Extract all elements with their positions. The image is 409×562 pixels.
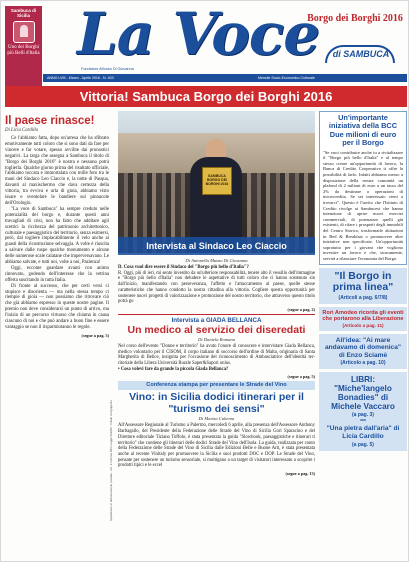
section-divider: [118, 314, 315, 315]
vino-segue-link[interactable]: (segue a pag. 13): [285, 471, 315, 477]
crest-emblem-icon: [13, 21, 35, 43]
sambuca-logo: [319, 41, 403, 67]
promo-ideal-title: All'idea: "Ai mare andavamo di domenica" di Enzo Sciamè: [324, 336, 402, 359]
crest-name: Sambuca di Sicilia: [10, 8, 37, 18]
promo-libri-sub: "Una pietra dall'aria" di Licia Cardillo: [326, 425, 400, 441]
bellanca-author: Di Daniela Romana: [197, 336, 235, 342]
bcc-title: Un'importante iniziativa della BCC Due milioni di euro per il Borgo: [328, 113, 398, 148]
left-article-author: Di Licia Cardillo: [5, 128, 39, 133]
promo-ideal-page: (Articolo a pag. 10): [340, 360, 386, 367]
main-headline: Vittoria! Sambuca Borgo dei Borghi 2016: [5, 86, 407, 107]
borgo-dei-borghi-label: Borgo dei Borghi 2016: [307, 13, 403, 24]
left-paragraph: Di fronte al successo, che per certi versi ci stupisce e disorienta — ma nella stessa tempo ci riempie di gioia — non possiamo che ritrovare ciò che già abbiamo espresso in queste nostre pagine. Il premio non deve considerarsi un punto di arrivo, ma l'inizio di un percorso virtuoso che chiama in causa ciascuno di noi e che può andare a buon fine e essere vantaggio se non il risparmiotanno le regole.: [5, 283, 109, 330]
left-paragraph: Oggi, eccome guardare avanti con animo rinnovato, godendo dell'interesse che la vetrina offerta suscitando in tutta Italia.: [5, 265, 109, 283]
vino-conference-bar: Conferenza stampa per presentare le Strade del Vino: [118, 381, 315, 390]
left-article-title: Il paese rinasce!: [5, 115, 95, 127]
sambuca-crest: [5, 6, 42, 92]
issue-text: ANNO LVIII - Marzo - Aprile 2016 - N. 403: [47, 76, 114, 80]
promo-libri-page: (a pag. 3): [352, 412, 374, 419]
interview-author: Di Antonella Munzo Di Giovanna: [185, 258, 248, 263]
subtitle-text: Mensile Socio-Economico-Culturale: [258, 76, 315, 80]
promo-borgo-pages: (Articoli a pag. 6/7/8): [338, 294, 388, 301]
left-segue-link[interactable]: (segue a pag. 3): [81, 332, 109, 338]
promo-liberazione-page: (Articolo a pag. 11): [342, 322, 384, 328]
center-articles: [118, 257, 315, 476]
right-column: [319, 111, 407, 451]
bellanca-title: Un medico al servizio dei diseredati: [127, 323, 306, 336]
interview-answer: R. Oggi, più di ieri, mi sento investito da un'ulteriore responsabilità, tenere alto il vessillo dell'immagine e "Borgo più bello d'Italia" non deludere le aspettative di tutti coloro che ci hanno sostenuto sin dall'inizio, manifestando con perseveranza, l'affetto e l'attaccamento al paese, quelle stesse caratteristiche che hanno condotto la nostra cittadina alla vittoria. Cogliere questa opportunità per sostenere nuovi progetti di valorizzazione e promozione del nostro territorio, che attraverso questo titolo potrà go: [118, 270, 315, 305]
interview-question: D. Cosa vuol dire essere il Sindaco del "Borgo più bello d'Italia"?: [118, 265, 249, 270]
promo-libri-sub-page: (a pag. 5): [352, 441, 374, 448]
promo-liberazione[interactable]: [319, 307, 407, 331]
vino-title: Vino: in Sicilia dodici itinerari per il "turismo dei sensi": [129, 391, 304, 416]
vino-body: All'Assessore Regionale al Turismo a Palermo, mercoledì 6 aprile, alla presenza dell'Assessore Anthony Barbagallo, del Presidente della Federazione delle Strade del Vino di Sicilia Gori Sparacino e del Direttore editoriale Tiziano Toffolo, è stata presentata la guida "Slowbook, paesaggistiche e itinerari ti territorio" che contiene gli itinerari delle dodici Strade del Vino dell'Isola. La guida, realizzata per conto della Federazione delle Strade del Vino di Sicilia dalle Edizioni Belle e Buone Arti, è stata presentata anche al recente Vinitaly per promuovere la Sicilia e suoi prodotti DOC e DOP. Le Strade del Vino, pensate per sostenere un turismo sensoriale, si moltigano a un target di visitatori interessato a scoprire i prodotti tipici e le eccel: [118, 423, 315, 469]
founder-text: Fondatore Alfonso Di Giovanna: [81, 67, 134, 71]
promo-borgo-title: "Il Borgo in prima linea": [332, 269, 394, 293]
interview-segue-link[interactable]: (segue a pag. 2): [287, 306, 315, 312]
promo-borgo[interactable]: [319, 268, 407, 304]
left-article: [5, 113, 109, 555]
mayor-photo: [118, 111, 315, 253]
left-paragraph: "La voce di Sambuca" ha sempre creduto nelle potenzialità del borgo e, durante questi anni travagliati di crisi, non ha fatto che additare agli scettici la ricchezza del patrimonio architettonico, culturale e paesaggistico del territorio, senza esimersi, però, dal togliere implacabilmente il velo anche ai guasti della ricostruzione selvaggia. A volte è riuscita a salvare dalle ruspe qualche monumento e alcune delle numerose scale calatane che imperversavano. Le abbiamo salvate, e tutti noi, volte a noi, Pazienza!: [5, 206, 110, 266]
photo-award-sign: SAMBUCA BORGO DEI BORGHI 2016: [202, 167, 232, 195]
photo-caption: Intervista al Sindaco Leo Ciaccio: [118, 237, 315, 255]
newspaper-logo: La Voce: [77, 0, 320, 68]
issue-bar: [43, 74, 407, 82]
interview-body: [118, 265, 315, 305]
bcc-box: [319, 111, 407, 265]
bellanca-segue-link[interactable]: (segue a pag. 5): [287, 374, 315, 380]
promo-libri-stars: ***: [360, 419, 366, 426]
left-paragraph: Ce l'abbiamo fatta, dopo un'arresa che ha sfibrato emotivamente tutti coloro che si sono dati da fare per vincere e far votare, spesso avvilite dai pronostici negativi. La targa che assegna a Sambuca il titolo di "Borgo dei Borghi 2016" è nostra e nessuno potrà toglierla. Qualche giorno prima del risultato ufficiale, l'abbiamo toccata e immortalata con mille foto tra le mani del Sindaco Leo Ciaccio e, la notte di Pasqua, davanti al maxischermo che dava certezza della vittoria, tra evviva e urla di gioia, abbiamo visto issare e sventolare le bandiere sul pinnacole dell'Orologio.: [5, 136, 109, 206]
bellanca-question: • Cosa volevi fare da grande la piccola Giada Bellanca?: [118, 366, 229, 372]
promo-liberazione-title: Rori Amodeo ricorda gli eventi che portarono alla Liberazione: [322, 309, 404, 323]
promo-libri[interactable]: [319, 372, 407, 450]
promo-ideal[interactable]: [319, 334, 407, 370]
sambuca-logo-text: di SAMBUCA: [332, 49, 390, 59]
vino-author: Di Mariza Cuberza: [198, 416, 235, 422]
bellanca-body: [118, 344, 315, 373]
bellanca-text: Nel corso dell'evento "Donne e territorio" ha avuto l'onore di conoscere e intervistare Giada Bellanca, medico volontario per il CISOM, il corpo italiano di soccorso dell'ordine di Malta, originaria di Santa Margherita di Belice, insignita per l'occasione del riconoscimento di Ambasciatrice dell'identità territoriale della Libera Università Rurale Saper&Sapori onlus.: [118, 343, 315, 367]
promo-libri-title: LIBRI: "Miche'langelo Bonadies" di Michele Vaccaro: [331, 375, 395, 412]
bcc-body: "Se vuoi contribuire anche tu a rivitalizzare il "Borgo più bello d'Italia" e al tempo stesso creare un'opportunità di lavoro, la Banca di Credito Cooperativo ti offre la possibilità di farlo. Infatti abbiamo messo a disposizione della nostra comunità un plafond di 2 milioni di euro a un tasso del 2% da destinare a operazioni di microcredito. Se sei interessato vieni a trovarci". Questo è l'invito che l'Istituto di Credito rivolge ai Sambucesi che hanno intenzione di aprire nuovi esercizi commerciali, di potenziare quelli già esistenti, di rifare i prospetti degli immobili del Centro Storico, trasformarle abitazioni in Bed & Breakfast o promuovere altre iniziative non specificate. Un'opportunità sopratutto per i giovani che vogliono investire un lavoro e che, sicuramente, servirà a rilanciare l'economia del Borgo.: [323, 149, 403, 261]
crest-motto: Uno dei Borghi più Belli d'Italia: [7, 45, 40, 56]
left-article-body: [5, 136, 109, 331]
postal-side-note: Spedizione in abbonamento postale - Art. 2 comma 20/c Legge 662/96 - Filiale di Agrigento: [109, 400, 113, 521]
bellanca-kicker: Intervista a GIADA BELLANCA: [171, 316, 262, 324]
